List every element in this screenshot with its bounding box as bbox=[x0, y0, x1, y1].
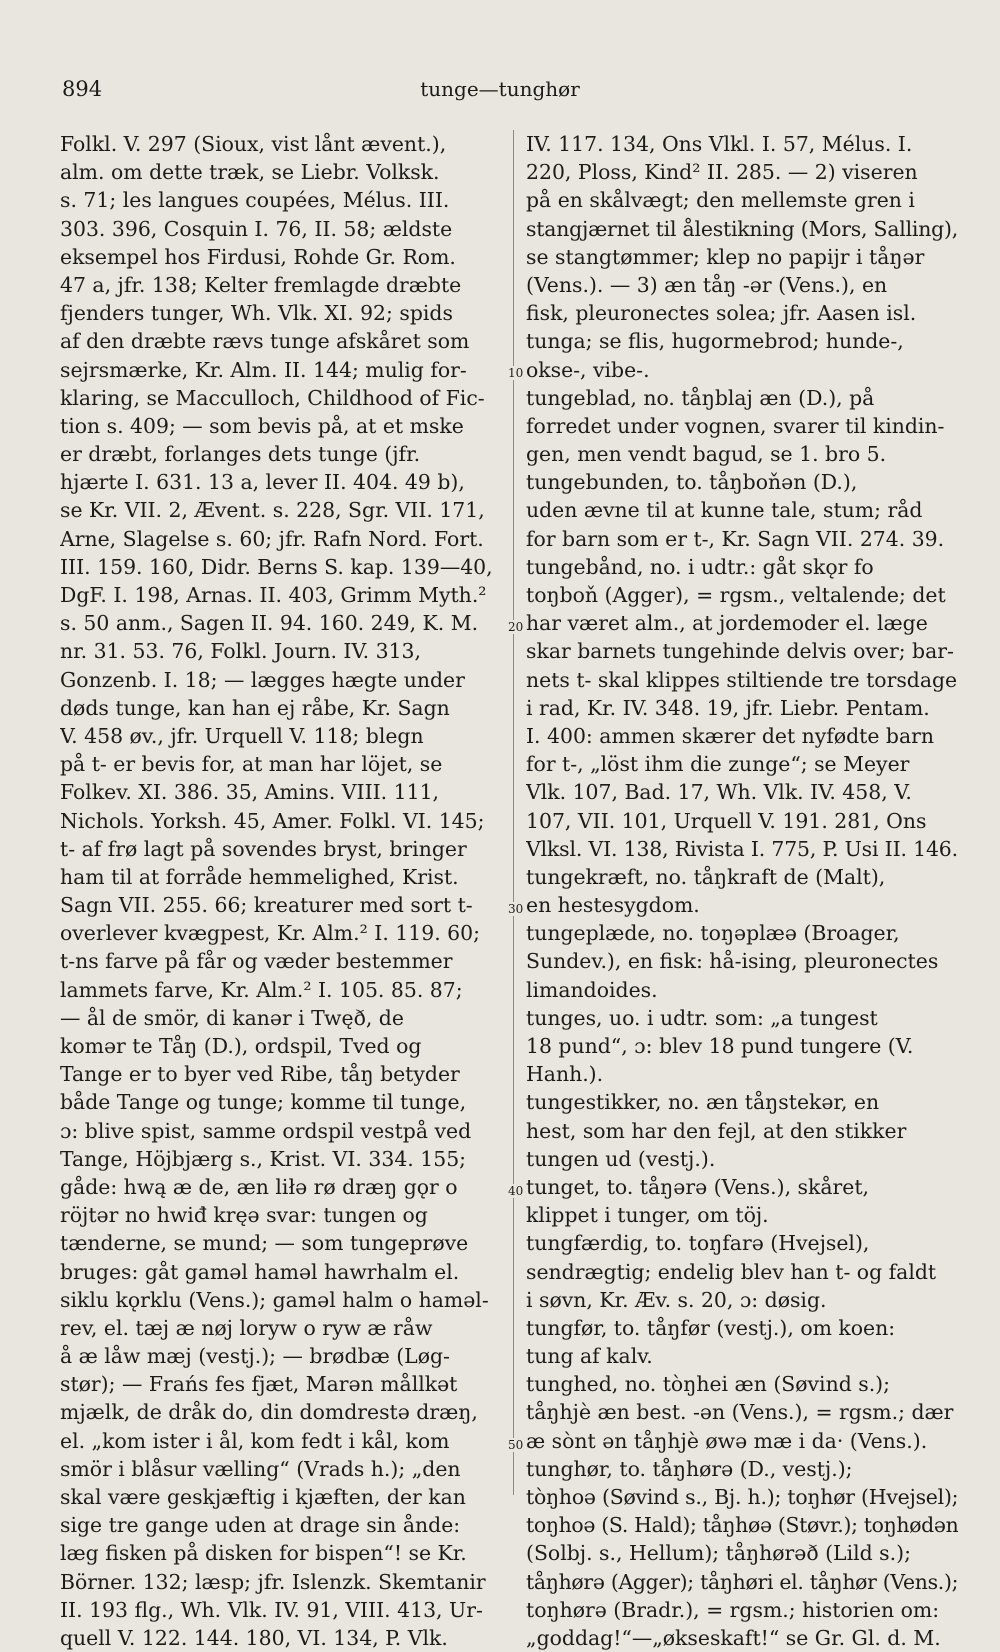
text-line: tungeblad, no. tåŋblaj æn (D.), på bbox=[526, 385, 875, 410]
text-line: sige tre gange uden at drage sin ånde: bbox=[60, 1513, 461, 1538]
text-line: tungen ud (vestj.). bbox=[526, 1146, 716, 1171]
text-line: tungekræft, no. tåŋkraft de (Malt), bbox=[526, 864, 886, 889]
text-line: toŋboň (Agger), = rgsm., veltalende; det bbox=[526, 583, 946, 607]
text-line: stør); — Frańs fes fjæt, Marən mållkət bbox=[60, 1372, 458, 1397]
text-line: døds tunge, kan han ej råbe, Kr. Sagn bbox=[60, 695, 450, 720]
text-line: III. 159. 160, Didr. Berns S. kap. 139—40, bbox=[60, 554, 493, 579]
text-line: for t-, „löst ihm die zunge“; se Meyer bbox=[526, 752, 910, 777]
text-line: toŋhoə (S. Hald); tåŋhøə (Støvr.); toŋhødən bbox=[526, 1513, 958, 1538]
text-line: i rad, Kr. IV. 348. 19, jfr. Liebr. Pentam. bbox=[526, 695, 930, 720]
text-line: okse-, vibe-. bbox=[526, 357, 650, 382]
text-line: gåde: hwą æ de, æn liłə rø dræŋ gǫr o bbox=[60, 1174, 458, 1199]
text-line: forredet under vognen, svarer til kindin- bbox=[526, 413, 945, 438]
column-divider bbox=[513, 130, 514, 1495]
text-line: tunges, uo. i udtr. som: „a tungest bbox=[526, 1005, 878, 1030]
text-line: Folkev. XI. 386. 35, Amins. VIII. 111, bbox=[60, 780, 440, 805]
text-line: både Tange og tunge; komme til tunge, bbox=[60, 1090, 467, 1115]
text-line: „goddag!“—„økseskaft!“ se Gr. Gl. d. M. bbox=[526, 1625, 941, 1650]
text-line: stangjærnet til ålestikning (Mors, Salling), bbox=[526, 216, 958, 241]
text-line: quell V. 122. 144. 180, VI. 134, P. Vlk. bbox=[60, 1625, 448, 1650]
text-line: II. 193 flg., Wh. Vlk. IV. 91, VIII. 413, Ur- bbox=[60, 1597, 483, 1622]
text-line: Folkl. V. 297 (Sioux, vist lånt ævent.), bbox=[60, 132, 447, 156]
line-marker: 30 bbox=[508, 902, 524, 916]
text-line: Gonzenb. I. 18; — lægges hægte under bbox=[60, 667, 465, 692]
text-line: — ål de smör, di kanər i Twęð, de bbox=[60, 1005, 404, 1030]
text-line: Sagn VII. 255. 66; kreaturer med sort t- bbox=[60, 893, 473, 918]
text-line: tungebunden, to. tåŋboňən (D.), bbox=[526, 470, 858, 495]
text-line: tunget, to. tåŋərə (Vens.), skåret, bbox=[526, 1174, 869, 1199]
text-line: på t- er bevis for, at man har löjet, se bbox=[60, 752, 443, 777]
text-line: tunghør, to. tåŋhørə (D., vestj.); bbox=[526, 1456, 853, 1481]
text-line: DgF. I. 198, Arnas. II. 403, Grimm Myth.² bbox=[60, 583, 487, 607]
line-marker: 50 bbox=[508, 1438, 524, 1452]
text-line: t- af frø lagt på sovendes bryst, bringer bbox=[60, 836, 467, 861]
text-line: sejrsmærke, Kr. Alm. II. 144; mulig for- bbox=[60, 357, 467, 382]
text-line: IV. 117. 134, Ons Vlkl. I. 57, Mélus. I. bbox=[526, 132, 913, 156]
text-line: s. 71; les langues coupées, Mélus. III. bbox=[60, 188, 450, 213]
text-line: tungfærdig, to. toŋfarə (Hvejsel), bbox=[526, 1231, 870, 1256]
text-line: Vlk. 107, Bad. 17, Wh. Vlk. IV. 458, V. bbox=[526, 780, 912, 805]
text-line: ham til at forråde hemmelighed, Krist. bbox=[60, 864, 459, 889]
text-line: klaring, se Macculloch, Childhood of Fic- bbox=[60, 385, 485, 410]
text-line: nr. 31. 53. 76, Folkl. Journ. IV. 313, bbox=[60, 639, 422, 664]
text-line: fjenders tunger, Wh. Vlk. XI. 92; spids bbox=[60, 301, 453, 326]
text-line: tunga; se flis, hugormebrod; hunde-, bbox=[526, 329, 904, 354]
text-line: tænderne, se mund; — som tungeprøve bbox=[60, 1231, 469, 1256]
text-line: fisk, pleuronectes solea; jfr. Aasen isl. bbox=[526, 301, 917, 326]
text-line: tungebånd, no. i udtr.: gåt skǫr fo bbox=[526, 554, 874, 579]
page-number: 894 bbox=[62, 77, 103, 101]
text-line: Tange er to byer ved Ribe, tåŋ betyder bbox=[60, 1062, 460, 1087]
text-line: skal være geskjæftig i kjæften, der kan bbox=[60, 1485, 466, 1509]
text-line: for barn som er t-, Kr. Sagn VII. 274. 39. bbox=[526, 526, 945, 551]
text-line: Hanh.). bbox=[526, 1062, 604, 1087]
text-line: Arne, Slagelse s. 60; jfr. Rafn Nord. Fort. bbox=[60, 526, 484, 551]
text-line: t-ns farve på får og væder bestemmer bbox=[60, 949, 453, 974]
text-line: tåŋhjè æn best. -ən (Vens.), = rgsm.; dær bbox=[526, 1400, 954, 1425]
text-line: ɔ: blive spist, samme ordspil vestpå ved bbox=[60, 1118, 472, 1143]
text-line: lammets farve, Kr. Alm.² I. 105. 85. 87; bbox=[60, 977, 463, 1002]
text-line: i søvn, Kr. Æv. s. 20, ɔ: døsig. bbox=[526, 1287, 827, 1312]
text-line: gen, men vendt bagud, se 1. bro 5. bbox=[526, 442, 887, 467]
text-line: Börner. 132; læsp; jfr. Islenzk. Skemtanir bbox=[60, 1569, 486, 1594]
text-line: smör i blåsur vælling“ (Vrads h.); „den bbox=[60, 1456, 461, 1481]
text-line: tung af kalv. bbox=[526, 1344, 653, 1369]
text-line: tòŋhoə (Søvind s., Bj. h.); toŋhør (Hvejsel); bbox=[526, 1485, 958, 1509]
running-head: tunge—tunghør bbox=[420, 77, 580, 101]
text-line: 220, Ploss, Kind² II. 285. — 2) viseren bbox=[526, 160, 918, 185]
text-line: skar barnets tungehinde delvis over; bar- bbox=[526, 639, 954, 664]
text-line: 18 pund“, ɔ: blev 18 pund tungere (V. bbox=[526, 1034, 914, 1058]
text-line: s. 50 anm., Sagen II. 94. 160. 249, K. M. bbox=[60, 611, 479, 636]
text-line: Tange, Höjbjærg s., Krist. VI. 334. 155; bbox=[60, 1146, 467, 1171]
text-line: se stangtømmer; klep no papijr i tåŋər bbox=[526, 244, 925, 269]
text-line: siklu kǫrklu (Vens.); gaməl halm o haməl- bbox=[60, 1287, 489, 1312]
text-line: (Solbj. s., Hellum); tåŋhørəð (Lild s.); bbox=[526, 1541, 911, 1566]
text-line: mjælk, de dråk do, din domdrestə dræŋ, bbox=[60, 1400, 478, 1425]
text-line: alm. om dette træk, se Liebr. Volksk. bbox=[60, 160, 440, 185]
text-line: har været alm., at jordemoder el. læge bbox=[526, 611, 928, 636]
text-line: se Kr. VII. 2, Ævent. s. 228, Sgr. VII. 171, bbox=[60, 498, 485, 523]
text-line: klippet i tunger, om töj. bbox=[526, 1203, 769, 1228]
text-line: tungeplæde, no. toŋəplæə (Broager, bbox=[526, 921, 900, 946]
text-line: Vlksl. VI. 138, Rivista I. 775, P. Usi II. 146. bbox=[526, 836, 958, 861]
line-marker: 40 bbox=[508, 1184, 524, 1198]
text-line: hest, som har den fejl, at den stikker bbox=[526, 1118, 907, 1143]
right-column bbox=[526, 130, 958, 1652]
text-line: tungfør, to. tåŋfør (vestj.), om koen: bbox=[526, 1315, 896, 1340]
text-line: Nichols. Yorksh. 45, Amer. Folkl. VI. 145; bbox=[60, 808, 485, 833]
text-line: hjærte I. 631. 13 a, lever II. 404. 49 b), bbox=[60, 470, 465, 495]
text-line: tion s. 409; — som bevis på, at et mske bbox=[60, 413, 464, 438]
text-line: en hestesygdom. bbox=[526, 893, 700, 918]
text-line: nets t- skal klippes stiltiende tre torsdage bbox=[526, 667, 958, 692]
text-line: toŋhørə (Bradr.), = rgsm.; historien om: bbox=[526, 1597, 940, 1622]
text-line: bruges: gåt gaməl haməl hawrhalm el. bbox=[60, 1259, 460, 1284]
text-line: af den dræbte rævs tunge afskåret som bbox=[60, 329, 470, 354]
text-line: Sundev.), en fisk: hå-ising, pleuronectes bbox=[526, 949, 939, 974]
text-line: læg fisken på disken for bispen“! se Kr. bbox=[60, 1541, 467, 1566]
text-line: komər te Tåŋ (D.), ordspil, Tved og bbox=[60, 1034, 422, 1058]
text-line: rev, el. tæj æ nøj loryw o ryw æ råw bbox=[60, 1315, 433, 1340]
text-line: 107, VII. 101, Urquell V. 191. 281, Ons bbox=[526, 808, 927, 833]
line-marker: 10 bbox=[508, 366, 524, 380]
text-line: V. 458 øv., jfr. Urquell V. 118; blegn bbox=[60, 723, 424, 748]
text-line: tunghed, no. tòŋhei æn (Søvind s.); bbox=[526, 1372, 891, 1397]
text-line: tåŋhørə (Agger); tåŋhøri el. tåŋhør (Vens.); bbox=[526, 1569, 958, 1594]
text-line: overlever kvægpest, Kr. Alm.² I. 119. 60; bbox=[60, 921, 480, 946]
text-line: röjtər no hwiđ kręǝ svar: tungen og bbox=[60, 1203, 428, 1228]
text-line: sendrægtig; endelig blev han t- og faldt bbox=[526, 1259, 937, 1284]
text-line: 303. 396, Cosquin I. 76, II. 58; ældste bbox=[60, 216, 453, 241]
text-line: limandoides. bbox=[526, 977, 658, 1002]
text-line: 47 a, jfr. 138; Kelter fremlagde dræbte bbox=[60, 272, 462, 297]
text-line: er dræbt, forlanges dets tunge (jfr. bbox=[60, 442, 421, 467]
text-line: æ sònt ən tåŋhjè øwə mæ i da· (Vens.). bbox=[526, 1428, 928, 1453]
left-column bbox=[60, 130, 505, 1652]
text-line: el. „kom ister i ål, kom fedt i kål, kom bbox=[60, 1428, 450, 1453]
text-line: eksempel hos Firdusi, Rohde Gr. Rom. bbox=[60, 244, 456, 269]
line-marker: 20 bbox=[508, 620, 524, 634]
text-line: å æ låw mæj (vestj.); — brødbæ (Løg- bbox=[60, 1344, 450, 1369]
text-line: tungestikker, no. æn tåŋstekər, en bbox=[526, 1090, 880, 1115]
text-line: I. 400: ammen skærer det nyfødte barn bbox=[526, 723, 934, 748]
text-line: på en skålvægt; den mellemste gren i bbox=[526, 188, 915, 213]
text-line: (Vens.). — 3) æn tåŋ -ər (Vens.), en bbox=[526, 272, 888, 297]
text-line: uden ævne til at kunne tale, stum; råd bbox=[526, 498, 923, 523]
